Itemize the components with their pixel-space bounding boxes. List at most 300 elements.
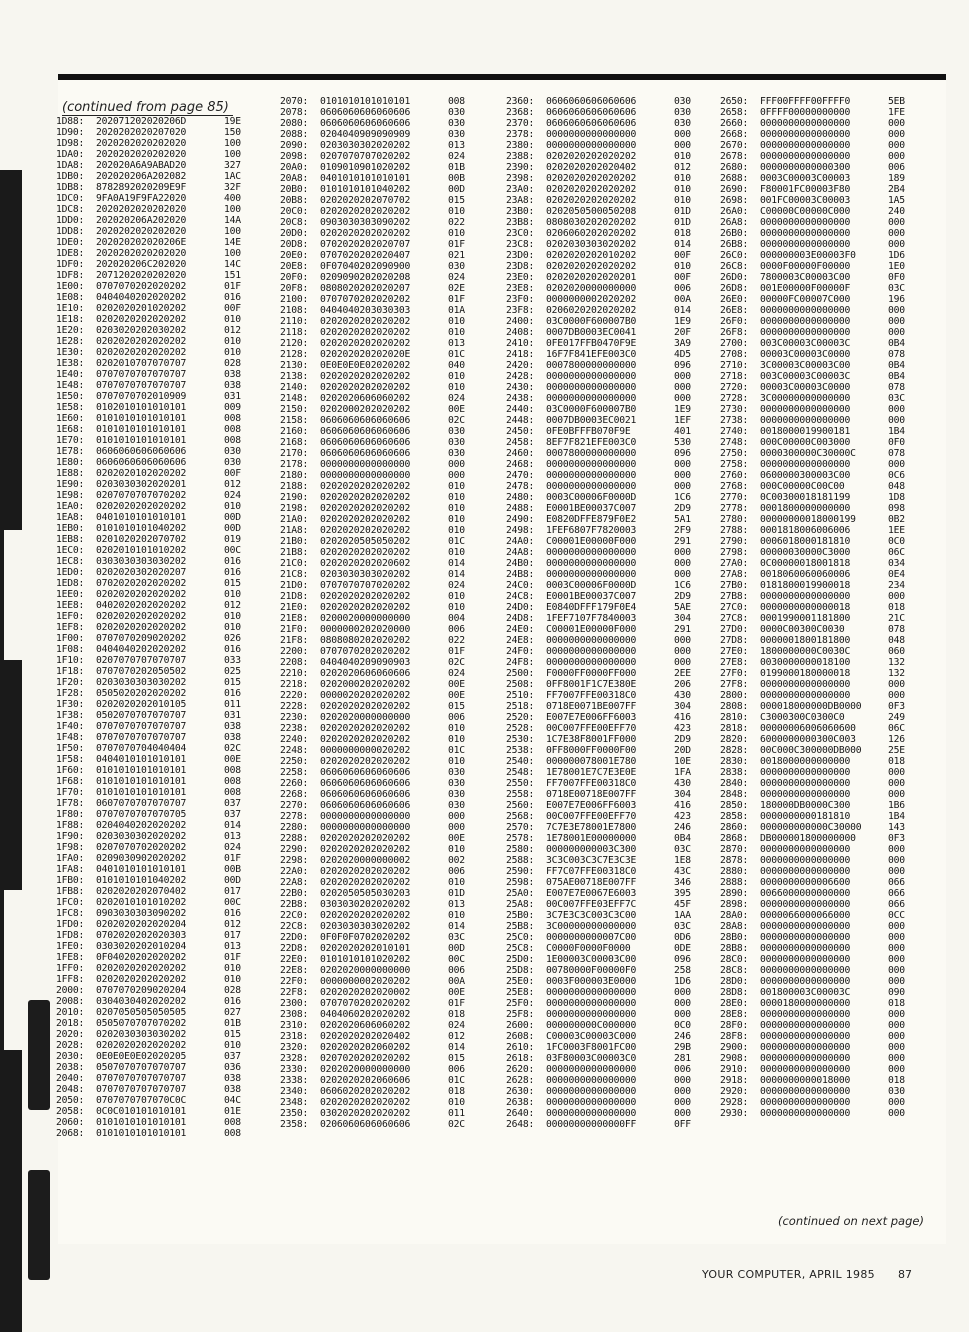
listing-line [56, 1029, 254, 1040]
publication-footer: YOUR COMPUTER, APRIL 1985 [702, 1268, 875, 1281]
listing-checksum: 013 [448, 899, 465, 910]
listing-line [506, 679, 704, 690]
listing-checksum: 416 [674, 712, 691, 723]
listing-address: 26F8: [720, 327, 749, 338]
listing-line [720, 943, 918, 954]
listing-hex-bytes: 0606060606060606 [96, 446, 187, 457]
listing-checksum: 01A [448, 305, 465, 316]
listing-checksum: 010 [448, 316, 465, 327]
listing-line [56, 413, 254, 424]
listing-hex-bytes: 0000000000000000 [760, 932, 851, 943]
listing-line [280, 580, 478, 591]
listing-hex-bytes: 0C00300018181199 [760, 492, 851, 503]
listing-hex-bytes: 0000000000000000 [760, 217, 851, 228]
listing-checksum: 196 [888, 294, 905, 305]
listing-hex-bytes: 0000000000000000 [546, 470, 637, 481]
listing-hex-bytes: 0606060606060606 [320, 767, 411, 778]
listing-checksum: 100 [224, 149, 241, 160]
listing-line [280, 1042, 478, 1053]
listing-address: 21E8: [280, 613, 309, 624]
listing-line [506, 635, 704, 646]
listing-address: 2140: [280, 382, 309, 393]
listing-hex-bytes: 0207050505050505 [96, 1007, 187, 1018]
listing-hex-bytes: 0000000000000000 [760, 1009, 851, 1020]
listing-hex-bytes: 00000000018000199 [760, 514, 856, 525]
listing-address: 23C8: [506, 239, 535, 250]
listing-checksum: 000 [888, 129, 905, 140]
listing-checksum: 006 [448, 965, 465, 976]
listing-hex-bytes: 0000180000000000 [760, 998, 851, 1009]
listing-checksum: 1E9 [674, 404, 691, 415]
listing-address: 2210: [280, 668, 309, 679]
listing-line [720, 921, 918, 932]
listing-hex-bytes: 6000000000300C003 [760, 734, 856, 745]
listing-checksum: 018 [888, 998, 905, 1009]
listing-checksum: 000 [888, 1020, 905, 1031]
listing-hex-bytes: 0707070202020202 [320, 294, 411, 305]
listing-hex-bytes: 0207070707020202 [320, 151, 411, 162]
listing-checksum: 234 [888, 580, 905, 591]
listing-line [280, 668, 478, 679]
listing-hex-bytes: 0202020606060606 [320, 668, 411, 679]
listing-address: 2850: [720, 800, 749, 811]
listing-line [720, 569, 918, 580]
listing-address: 2030: [56, 1051, 85, 1062]
listing-hex-bytes: 0000300000C30000C [760, 448, 856, 459]
listing-hex-bytes: 0003C00006F0000D [546, 492, 637, 503]
listing-hex-bytes: 0202020202020202 [320, 602, 411, 613]
listing-line [506, 602, 704, 613]
listing-hex-bytes: 0101010101010101 [96, 1128, 187, 1139]
listing-checksum: 021 [448, 250, 465, 261]
listing-address: 2008: [56, 996, 85, 1007]
listing-line [56, 809, 254, 820]
listing-line [280, 844, 478, 855]
listing-address: 25A0: [506, 888, 535, 899]
listing-line [56, 138, 254, 149]
listing-hex-bytes: E0840DFFF179F0E4 [546, 602, 637, 613]
listing-hex-bytes: 0202020202020202 [546, 261, 637, 272]
listing-address: 27F0: [720, 668, 749, 679]
listing-line [720, 602, 918, 613]
listing-hex-bytes: 0202020201020202 [96, 303, 187, 314]
listing-checksum: 000 [888, 1042, 905, 1053]
listing-line [56, 842, 254, 853]
listing-checksum: 030 [448, 129, 465, 140]
listing-line [720, 1031, 918, 1042]
listing-hex-bytes: 0203030302020201 [96, 479, 187, 490]
listing-hex-bytes: 0202020202020602 [320, 558, 411, 569]
listing-address: 1F00: [56, 633, 85, 644]
listing-address: 2878: [720, 855, 749, 866]
listing-hex-bytes: 1E78001E00000000 [546, 833, 637, 844]
listing-address: 1F98: [56, 842, 85, 853]
listing-line [56, 171, 254, 182]
listing-line [506, 811, 704, 822]
listing-address: 2290: [280, 844, 309, 855]
listing-checksum: 281 [674, 1053, 691, 1064]
listing-checksum: 048 [888, 635, 905, 646]
listing-address: 2800: [720, 690, 749, 701]
listing-line [280, 206, 478, 217]
listing-hex-bytes: 0201020202070702 [96, 534, 187, 545]
listing-line [56, 666, 254, 677]
listing-address: 28D8: [720, 987, 749, 998]
listing-address: 24B0: [506, 558, 535, 569]
listing-line [506, 305, 704, 316]
listing-address: 2790: [720, 536, 749, 547]
listing-hex-bytes: 0202020202020202 [96, 622, 187, 633]
listing-checksum: 022 [448, 635, 465, 646]
listing-address: 2018: [56, 1018, 85, 1029]
listing-line [506, 954, 704, 965]
listing-address: 20A0: [280, 162, 309, 173]
listing-address: 2418: [506, 349, 535, 360]
listing-checksum: 024 [448, 1020, 465, 1031]
listing-address: 2198: [280, 503, 309, 514]
listing-checksum: 015 [224, 578, 241, 589]
listing-checksum: 096 [674, 448, 691, 459]
listing-checksum: 01C [448, 1075, 465, 1086]
listing-hex-bytes: 0209090202020208 [320, 272, 411, 283]
listing-address: 27C8: [720, 613, 749, 624]
listing-address: 1FD8: [56, 930, 85, 941]
listing-hex-bytes: 0707070707070707 [96, 721, 187, 732]
listing-hex-bytes: 2020202020202020 [96, 149, 187, 160]
listing-checksum: 000 [888, 679, 905, 690]
listing-hex-bytes: 2020202020202020 [96, 204, 187, 215]
listing-line [280, 371, 478, 382]
listing-checksum: 010 [224, 1040, 241, 1051]
listing-address: 24E0: [506, 624, 535, 635]
listing-hex-bytes: 0000F00000F00000 [760, 261, 851, 272]
listing-checksum: 030 [674, 107, 691, 118]
listing-hex-bytes: 0000000000000000 [760, 844, 851, 855]
listing-address: 2470: [506, 470, 535, 481]
listing-checksum: 038 [224, 380, 241, 391]
listing-hex-bytes: 00000000000000FF [546, 1119, 637, 1130]
listing-hex-bytes: 0FF8001F1C7E380E [546, 679, 637, 690]
listing-checksum: 000 [888, 844, 905, 855]
listing-hex-bytes: 0202020202020202 [96, 963, 187, 974]
listing-hex-bytes: 000000000000C30000 [760, 822, 862, 833]
listing-hex-bytes: 001E00000F00000F [760, 283, 851, 294]
listing-line [720, 1108, 918, 1119]
listing-checksum: 010 [224, 336, 241, 347]
listing-line [56, 622, 254, 633]
listing-checksum: 0C0 [674, 1020, 691, 1031]
listing-line [56, 787, 254, 798]
listing-checksum: 291 [674, 536, 691, 547]
listing-hex-bytes: 0000000000000000 [760, 899, 851, 910]
listing-checksum: 000 [674, 547, 691, 558]
listing-address: 1F48: [56, 732, 85, 743]
listing-hex-bytes: 0404040203030303 [320, 305, 411, 316]
listing-checksum: 008 [224, 424, 241, 435]
listing-hex-bytes: 0202020606060202 [320, 393, 411, 404]
listing-address: 20B8: [280, 195, 309, 206]
listing-line [280, 1097, 478, 1108]
listing-checksum: 066 [888, 877, 905, 888]
listing-address: 2308: [280, 1009, 309, 1020]
listing-line [720, 1009, 918, 1020]
listing-checksum: 100 [224, 138, 241, 149]
listing-address: 2810: [720, 712, 749, 723]
listing-address: 2350: [280, 1108, 309, 1119]
listing-address: 1DB0: [56, 171, 85, 182]
listing-address: 2220: [280, 690, 309, 701]
listing-hex-bytes: C00000C00000C000 [760, 206, 851, 217]
listing-checksum: 00F [674, 250, 691, 261]
listing-line [506, 536, 704, 547]
listing-checksum: 016 [224, 996, 241, 1007]
listing-line [506, 866, 704, 877]
listing-address: 28C8: [720, 965, 749, 976]
listing-line [720, 899, 918, 910]
listing-line [506, 151, 704, 162]
listing-address: 2688: [720, 173, 749, 184]
listing-address: 2748: [720, 437, 749, 448]
listing-address: 22D8: [280, 943, 309, 954]
listing-line [56, 567, 254, 578]
listing-hex-bytes: 0000000000000000 [760, 1108, 851, 1119]
listing-hex-bytes: 0404010101010101 [96, 754, 187, 765]
listing-address: 1E88: [56, 468, 85, 479]
listing-address: 2378: [506, 129, 535, 140]
listing-line [56, 1128, 254, 1139]
listing-line [720, 954, 918, 965]
listing-address: 27D0: [720, 624, 749, 635]
listing-checksum: 02C [448, 657, 465, 668]
listing-line [280, 393, 478, 404]
listing-line [280, 888, 478, 899]
listing-line [720, 525, 918, 536]
listing-line [56, 1106, 254, 1117]
listing-checksum: 00D [448, 184, 465, 195]
listing-address: 2340: [280, 1086, 309, 1097]
listing-line [56, 875, 254, 886]
listing-checksum: 008 [224, 776, 241, 787]
listing-line [506, 789, 704, 800]
listing-address: 22F0: [280, 976, 309, 987]
listing-address: 2540: [506, 756, 535, 767]
listing-hex-bytes: 1C7E38F8001FF000 [546, 734, 637, 745]
listing-checksum: 012 [224, 919, 241, 930]
listing-address: 2860: [720, 822, 749, 833]
listing-address: 2298: [280, 855, 309, 866]
listing-address: 2670: [720, 140, 749, 151]
listing-checksum: 01F [448, 998, 465, 1009]
listing-address: 2898: [720, 899, 749, 910]
listing-checksum: 010 [448, 371, 465, 382]
listing-checksum: 008 [224, 413, 241, 424]
listing-checksum: 000 [888, 591, 905, 602]
listing-checksum: 015 [224, 677, 241, 688]
listing-checksum: 030 [448, 448, 465, 459]
listing-line [56, 985, 254, 996]
listing-address: 25D0: [506, 954, 535, 965]
listing-hex-bytes: 0202020202020202 [320, 844, 411, 855]
listing-checksum: 037 [224, 809, 241, 820]
listing-checksum: 000 [674, 657, 691, 668]
listing-hex-bytes: 0101010101010101 [96, 424, 187, 435]
listing-address: 2868: [720, 833, 749, 844]
listing-hex-bytes: 0FE017FFB0470F9E [546, 338, 637, 349]
listing-line [720, 987, 918, 998]
listing-hex-bytes: 0606060606060606 [320, 118, 411, 129]
listing-checksum: 416 [674, 800, 691, 811]
listing-checksum: 010 [224, 501, 241, 512]
listing-line [720, 580, 918, 591]
listing-address: 2230: [280, 712, 309, 723]
listing-address: 2880: [720, 866, 749, 877]
listing-address: 1F38: [56, 710, 85, 721]
listing-address: 21B8: [280, 547, 309, 558]
listing-address: 1E18: [56, 314, 85, 325]
listing-line [720, 481, 918, 492]
listing-hex-bytes: 0030000000018100 [760, 657, 851, 668]
listing-hex-bytes: 0203030303030202 [96, 677, 187, 688]
listing-checksum: 015 [224, 1029, 241, 1040]
listing-hex-bytes: 0202020202020202 [320, 910, 411, 921]
listing-checksum: 0B4 [674, 833, 691, 844]
listing-checksum: 423 [674, 723, 691, 734]
listing-address: 2280: [280, 822, 309, 833]
listing-checksum: 000 [888, 140, 905, 151]
listing-hex-bytes: 0718E0071BE007FF [546, 701, 637, 712]
listing-line [56, 820, 254, 831]
listing-hex-bytes: 0202020202010105 [96, 699, 187, 710]
listing-address: 25B8: [506, 921, 535, 932]
listing-line [720, 877, 918, 888]
listing-checksum: 018 [888, 756, 905, 767]
listing-line [56, 435, 254, 446]
listing-line [720, 1064, 918, 1075]
listing-address: 2508: [506, 679, 535, 690]
listing-hex-bytes: 000000078001E780 [546, 756, 637, 767]
listing-hex-bytes: 0202020202020202 [320, 316, 411, 327]
listing-checksum: 010 [224, 963, 241, 974]
listing-line [506, 1097, 704, 1108]
listing-line [720, 778, 918, 789]
listing-line [280, 624, 478, 635]
listing-hex-bytes: 0101010101010101 [320, 96, 411, 107]
listing-line [720, 712, 918, 723]
listing-address: 21D0: [280, 580, 309, 591]
listing-address: 20D8: [280, 239, 309, 250]
listing-address: 2560: [506, 800, 535, 811]
listing-hex-bytes: C0000F0000F0000 [546, 943, 631, 954]
listing-checksum: 000 [888, 965, 905, 976]
listing-checksum: 03C [448, 932, 465, 943]
listing-hex-bytes: 8EF7F821EFE003C0 [546, 437, 637, 448]
listing-line [56, 1018, 254, 1029]
listing-checksum: 015 [448, 195, 465, 206]
listing-address: 20A8: [280, 173, 309, 184]
listing-checksum: 028 [224, 985, 241, 996]
listing-address: 2040: [56, 1073, 85, 1084]
listing-line [280, 437, 478, 448]
page-edge-tab [28, 1000, 50, 1110]
listing-address: 2530: [506, 734, 535, 745]
listing-checksum: 013 [448, 140, 465, 151]
listing-line [280, 1086, 478, 1097]
listing-checksum: 14C [224, 259, 241, 270]
page-edge-tab [28, 1170, 50, 1280]
listing-address: 27B0: [720, 580, 749, 591]
listing-address: 2410: [506, 338, 535, 349]
listing-hex-bytes: 0101010101010101 [96, 787, 187, 798]
listing-checksum: 1A5 [888, 195, 905, 206]
listing-checksum: 1AA [674, 910, 691, 921]
listing-address: 1E10: [56, 303, 85, 314]
listing-hex-bytes: 0202020202020202 [96, 589, 187, 600]
listing-line [506, 426, 704, 437]
listing-address: 1FF8: [56, 974, 85, 985]
listing-hex-bytes: 0202020202020202 [320, 591, 411, 602]
listing-address: 2068: [56, 1128, 85, 1139]
listing-checksum: 016 [224, 644, 241, 655]
listing-hex-bytes: 0018000000000000 [760, 756, 851, 767]
listing-checksum: 10E [674, 756, 691, 767]
listing-hex-bytes: 0202020302020207 [96, 567, 187, 578]
listing-line [56, 644, 254, 655]
listing-line [280, 833, 478, 844]
listing-address: 24C0: [506, 580, 535, 591]
listing-checksum: 0F3 [888, 833, 905, 844]
listing-address: 2448: [506, 415, 535, 426]
listing-line [56, 270, 254, 281]
listing-address: 22D0: [280, 932, 309, 943]
listing-line [720, 646, 918, 657]
listing-checksum: 430 [674, 690, 691, 701]
listing-checksum: 010 [448, 228, 465, 239]
listing-line [56, 468, 254, 479]
listing-hex-bytes: 000000000C000000 [546, 1020, 637, 1031]
listing-hex-bytes: 0000000000000000 [546, 371, 637, 382]
listing-hex-bytes: 0202020000000000 [546, 283, 637, 294]
listing-address: 22B8: [280, 899, 309, 910]
listing-address: 27C0: [720, 602, 749, 613]
listing-line [280, 162, 478, 173]
listing-line [506, 1086, 704, 1097]
listing-checksum: 0F0 [888, 272, 905, 283]
listing-checksum: 327 [224, 160, 241, 171]
listing-address: 2838: [720, 767, 749, 778]
listing-checksum: 018 [448, 1086, 465, 1097]
listing-hex-bytes: 0202020202020202 [320, 547, 411, 558]
listing-checksum: 037 [224, 1051, 241, 1062]
listing-line [56, 710, 254, 721]
listing-line [56, 897, 254, 908]
listing-checksum: 033 [224, 655, 241, 666]
listing-line [280, 151, 478, 162]
listing-address: 2050: [56, 1095, 85, 1106]
listing-address: 23D8: [506, 261, 535, 272]
listing-hex-bytes: 0000000000000000 [760, 459, 851, 470]
listing-address: 20E0: [280, 250, 309, 261]
listing-checksum: 01D [674, 217, 691, 228]
listing-hex-bytes: 0718E00718E007FF [546, 789, 637, 800]
listing-address: 2700: [720, 338, 749, 349]
listing-line [280, 811, 478, 822]
listing-address: 1E28: [56, 336, 85, 347]
listing-hex-bytes: 0202020102020202 [96, 468, 187, 479]
listing-checksum: 01D [674, 206, 691, 217]
listing-line [56, 347, 254, 358]
listing-address: 2358: [280, 1119, 309, 1130]
listing-hex-bytes: 0203030302020202 [320, 140, 411, 151]
